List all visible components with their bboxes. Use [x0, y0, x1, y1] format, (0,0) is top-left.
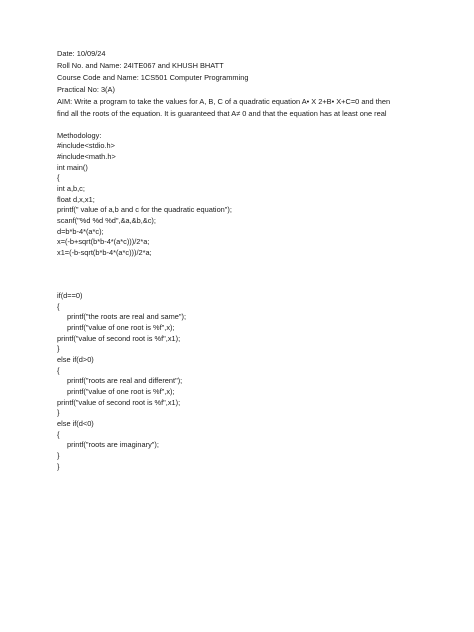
code-line: }	[57, 344, 60, 354]
code-line: }	[57, 408, 60, 418]
spacer	[57, 259, 457, 291]
code-line: {	[57, 365, 60, 375]
code-line: }	[57, 451, 60, 461]
spacer	[57, 121, 457, 131]
aim-line-1: AIM: Write a program to take the values for A, B, C of a quadratic equation A• X 2+B• X+C=0 and then	[57, 97, 391, 107]
code-line: #include<stdio.h>	[57, 141, 115, 151]
code-line: printf("roots are real and different");	[67, 376, 183, 386]
code-line: printf(" value of a,b and c for the quadratic equation");	[57, 205, 232, 215]
aim-paragraph	[57, 96, 457, 120]
document-page	[57, 48, 457, 473]
code-line: if(d==0)	[57, 290, 83, 300]
roll-line: Roll No. and Name: 24ITE067 and KHUSH BHATT	[57, 61, 224, 71]
code-line: float d,x,x1;	[57, 194, 95, 204]
code-line: {	[57, 173, 60, 183]
code-line: else if(d>0)	[57, 354, 94, 364]
code-line: printf("value of second root is %f",x1);	[57, 397, 181, 407]
code-block-setup	[57, 141, 457, 259]
aim-line-2: find all the roots of the equation. It is guaranteed that A≠ 0 and that the equation has at least one real	[57, 109, 387, 119]
code-line: printf("value of one root is %f",x);	[67, 322, 175, 332]
code-line: {	[57, 429, 60, 439]
code-line: }	[57, 461, 60, 471]
document-header	[57, 48, 457, 121]
code-line: x1=(-b-sqrt(b*b-4*(a*c)))/2*a;	[57, 248, 152, 258]
practical-line: Practical No: 3(A)	[57, 85, 115, 95]
code-block-conditions	[57, 291, 457, 473]
code-line: printf("value of second root is %f",x1);	[57, 333, 181, 343]
code-line: d=b*b-4*(a*c);	[57, 226, 104, 236]
code-line: {	[57, 301, 60, 311]
course-line: Course Code and Name: 1CS501 Computer Programming	[57, 73, 249, 83]
code-line: scanf("%d %d %d",&a,&b,&c);	[57, 216, 156, 226]
code-line: int main()	[57, 162, 88, 172]
code-line: int a,b,c;	[57, 184, 85, 193]
code-line: #include<math.h>	[57, 151, 116, 161]
code-line: x=(-b+sqrt(b*b-4*(a*c)))/2*a;	[57, 237, 150, 247]
code-line: else if(d<0)	[57, 419, 94, 429]
code-line: printf("roots are imaginary");	[67, 440, 159, 450]
methodology-label: Methodology:	[57, 130, 102, 140]
code-line: printf("the roots are real and same");	[67, 312, 187, 322]
date-line: Date: 10/09/24	[57, 49, 106, 58]
code-line: printf("value of one root is %f",x);	[67, 387, 175, 396]
